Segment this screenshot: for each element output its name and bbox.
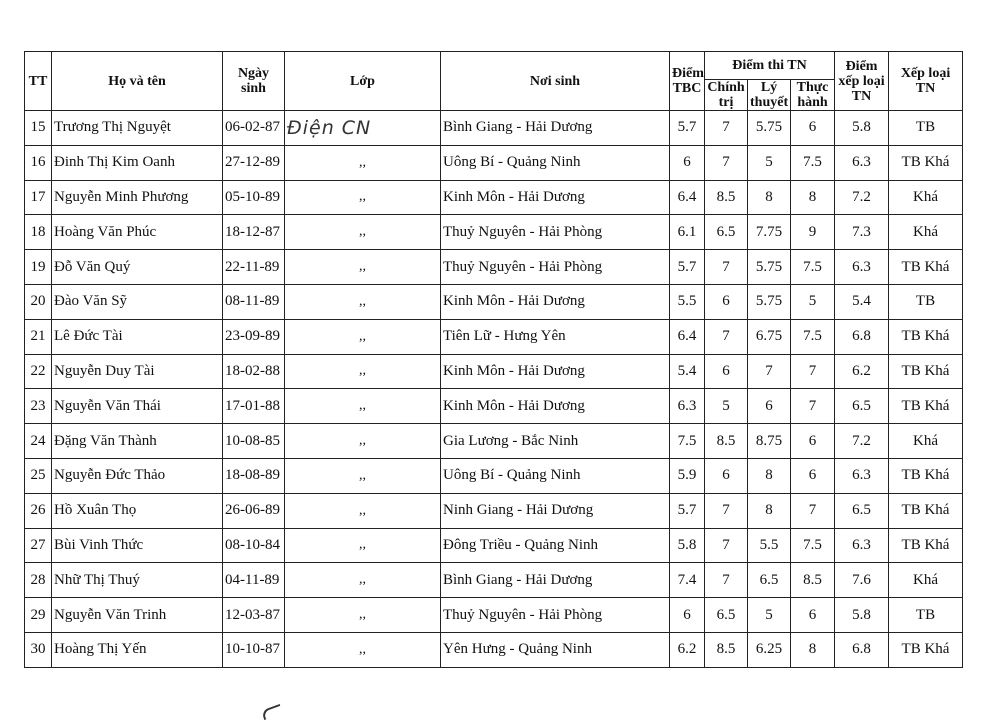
cell-dob: 04-11-89 <box>223 563 285 598</box>
table-header <box>25 52 963 111</box>
cell-practice: 6 <box>791 598 835 633</box>
cell-theory: 5 <box>748 145 791 180</box>
cell-name: Đặng Văn Thành <box>52 424 223 459</box>
cell-practice: 7 <box>791 389 835 424</box>
cell-name: Đỗ Văn Quý <box>52 250 223 285</box>
cell-birthplace: Yên Hưng - Quảng Ninh <box>441 632 670 667</box>
cell-practice: 9 <box>791 215 835 250</box>
cell-birthplace: Thuỷ Nguyên - Hải Phòng <box>441 215 670 250</box>
cell-theory: 8 <box>748 180 791 215</box>
cell-dob: 06-02-87 <box>223 111 285 146</box>
cell-tbc: 5.8 <box>670 528 705 563</box>
cell-practice: 7.5 <box>791 145 835 180</box>
cell-theory: 8 <box>748 458 791 493</box>
cell-tt: 23 <box>25 389 52 424</box>
cell-class: ,, <box>285 284 441 319</box>
cell-rank: Khá <box>889 215 963 250</box>
cell-rank-score: 5.8 <box>835 598 889 633</box>
cell-name: Bùi Vinh Thức <box>52 528 223 563</box>
cell-class: ,, <box>285 180 441 215</box>
cell-tt: 28 <box>25 563 52 598</box>
cell-name: Hoàng Thị Yến <box>52 632 223 667</box>
cell-class: ,, <box>285 215 441 250</box>
cell-practice: 7.5 <box>791 528 835 563</box>
header-birthplace: Nơi sinh <box>441 52 670 111</box>
cell-birthplace: Kinh Môn - Hải Dương <box>441 284 670 319</box>
cell-politics: 5 <box>705 389 748 424</box>
cell-class: ,, <box>285 632 441 667</box>
cell-name: Nhữ Thị Thuý <box>52 563 223 598</box>
cell-birthplace: Đông Triều - Quảng Ninh <box>441 528 670 563</box>
cell-rank: TB Khá <box>889 250 963 285</box>
cell-tbc: 6.2 <box>670 632 705 667</box>
cell-practice: 7.5 <box>791 319 835 354</box>
cell-rank: TB Khá <box>889 354 963 389</box>
cell-birthplace: Kinh Môn - Hải Dương <box>441 389 670 424</box>
cell-birthplace: Bình Giang - Hải Dương <box>441 111 670 146</box>
cell-name: Đào Văn Sỹ <box>52 284 223 319</box>
table-row <box>25 284 963 319</box>
cell-class: ,, <box>285 319 441 354</box>
cell-rank-score: 6.3 <box>835 250 889 285</box>
table-row <box>25 180 963 215</box>
cell-tbc: 5.5 <box>670 284 705 319</box>
cell-rank-score: 7.2 <box>835 180 889 215</box>
table-row <box>25 528 963 563</box>
cell-name: Lê Đức Tài <box>52 319 223 354</box>
cell-rank: Khá <box>889 424 963 459</box>
cell-theory: 6.75 <box>748 319 791 354</box>
cell-class: ,, <box>285 563 441 598</box>
stray-pen-mark <box>261 704 283 720</box>
cell-tbc: 7.5 <box>670 424 705 459</box>
cell-rank: TB <box>889 111 963 146</box>
cell-rank-score: 7.3 <box>835 215 889 250</box>
cell-rank-score: 6.5 <box>835 493 889 528</box>
header-tt: TT <box>25 52 52 111</box>
cell-politics: 7 <box>705 111 748 146</box>
cell-tbc: 6.1 <box>670 215 705 250</box>
cell-theory: 7.75 <box>748 215 791 250</box>
cell-rank: Khá <box>889 563 963 598</box>
cell-dob: 18-02-88 <box>223 354 285 389</box>
cell-theory: 8.75 <box>748 424 791 459</box>
cell-politics: 6.5 <box>705 598 748 633</box>
graduation-results-table <box>24 51 963 668</box>
cell-tbc: 6.3 <box>670 389 705 424</box>
cell-name: Hoàng Văn Phúc <box>52 215 223 250</box>
cell-birthplace: Uông Bí - Quảng Ninh <box>441 458 670 493</box>
cell-theory: 6 <box>748 389 791 424</box>
header-practice: Thực hành <box>791 80 835 111</box>
cell-rank: TB Khá <box>889 632 963 667</box>
cell-tbc: 5.9 <box>670 458 705 493</box>
header-exam-group: Điểm thi TN <box>705 52 835 80</box>
cell-politics: 7 <box>705 528 748 563</box>
cell-theory: 5.5 <box>748 528 791 563</box>
cell-rank-score: 7.2 <box>835 424 889 459</box>
cell-rank-score: 6.3 <box>835 528 889 563</box>
cell-birthplace: Tiên Lữ - Hưng Yên <box>441 319 670 354</box>
cell-rank-score: 6.5 <box>835 389 889 424</box>
cell-dob: 27-12-89 <box>223 145 285 180</box>
cell-rank: TB Khá <box>889 493 963 528</box>
cell-dob: 22-11-89 <box>223 250 285 285</box>
header-class: Lớp <box>285 52 441 111</box>
table-row <box>25 389 963 424</box>
cell-rank: Khá <box>889 180 963 215</box>
cell-tt: 20 <box>25 284 52 319</box>
cell-rank-score: 5.8 <box>835 111 889 146</box>
table-row <box>25 563 963 598</box>
cell-dob: 23-09-89 <box>223 319 285 354</box>
table-row <box>25 424 963 459</box>
header-politics: Chính trị <box>705 80 748 111</box>
cell-dob: 26-06-89 <box>223 493 285 528</box>
cell-politics: 6 <box>705 458 748 493</box>
cell-name: Nguyễn Minh Phương <box>52 180 223 215</box>
cell-tt: 22 <box>25 354 52 389</box>
cell-tt: 24 <box>25 424 52 459</box>
cell-birthplace: Kinh Môn - Hải Dương <box>441 180 670 215</box>
cell-rank: TB Khá <box>889 145 963 180</box>
cell-rank: TB Khá <box>889 528 963 563</box>
header-dob: Ngày sinh <box>223 52 285 111</box>
header-rank: Xếp loại TN <box>889 52 963 111</box>
cell-class: ,, <box>285 424 441 459</box>
header-tbc: Điểm TBC <box>670 52 705 111</box>
cell-politics: 7 <box>705 493 748 528</box>
cell-rank-score: 6.3 <box>835 145 889 180</box>
cell-class: ,, <box>285 493 441 528</box>
cell-class: ,, <box>285 250 441 285</box>
cell-politics: 6.5 <box>705 215 748 250</box>
cell-name: Nguyễn Duy Tài <box>52 354 223 389</box>
cell-rank: TB Khá <box>889 458 963 493</box>
cell-dob: 18-12-87 <box>223 215 285 250</box>
cell-politics: 7 <box>705 145 748 180</box>
cell-birthplace: Thuỷ Nguyên - Hải Phòng <box>441 250 670 285</box>
table-row <box>25 215 963 250</box>
cell-practice: 8 <box>791 632 835 667</box>
cell-theory: 5.75 <box>748 250 791 285</box>
cell-class: ,, <box>285 389 441 424</box>
cell-practice: 8 <box>791 180 835 215</box>
cell-practice: 7 <box>791 493 835 528</box>
table-row <box>25 632 963 667</box>
cell-politics: 8.5 <box>705 180 748 215</box>
cell-birthplace: Ninh Giang - Hải Dương <box>441 493 670 528</box>
cell-class: ,, <box>285 458 441 493</box>
cell-tt: 18 <box>25 215 52 250</box>
cell-rank: TB Khá <box>889 389 963 424</box>
cell-rank-score: 6.8 <box>835 632 889 667</box>
cell-tbc: 5.7 <box>670 493 705 528</box>
table-row <box>25 354 963 389</box>
header-name: Họ và tên <box>52 52 223 111</box>
cell-theory: 6.25 <box>748 632 791 667</box>
cell-tbc: 5.7 <box>670 111 705 146</box>
cell-birthplace: Bình Giang - Hải Dương <box>441 563 670 598</box>
cell-name: Hồ Xuân Thọ <box>52 493 223 528</box>
cell-practice: 6 <box>791 424 835 459</box>
cell-tt: 16 <box>25 145 52 180</box>
cell-theory: 6.5 <box>748 563 791 598</box>
cell-politics: 8.5 <box>705 424 748 459</box>
cell-tbc: 5.4 <box>670 354 705 389</box>
table-row <box>25 458 963 493</box>
cell-dob: 08-11-89 <box>223 284 285 319</box>
cell-dob: 05-10-89 <box>223 180 285 215</box>
cell-class: ,, <box>285 528 441 563</box>
cell-practice: 8.5 <box>791 563 835 598</box>
cell-theory: 5.75 <box>748 284 791 319</box>
cell-rank-score: 5.4 <box>835 284 889 319</box>
cell-tt: 17 <box>25 180 52 215</box>
cell-tbc: 5.7 <box>670 250 705 285</box>
cell-birthplace: Gia Lương - Bắc Ninh <box>441 424 670 459</box>
table-body <box>25 111 963 668</box>
cell-rank-score: 6.8 <box>835 319 889 354</box>
cell-politics: 7 <box>705 250 748 285</box>
cell-tt: 26 <box>25 493 52 528</box>
cell-name: Nguyễn Văn Thái <box>52 389 223 424</box>
cell-politics: 6 <box>705 284 748 319</box>
cell-politics: 8.5 <box>705 632 748 667</box>
cell-tt: 27 <box>25 528 52 563</box>
cell-dob: 17-01-88 <box>223 389 285 424</box>
cell-rank: TB <box>889 284 963 319</box>
cell-dob: 12-03-87 <box>223 598 285 633</box>
cell-practice: 5 <box>791 284 835 319</box>
cell-dob: 10-10-87 <box>223 632 285 667</box>
cell-dob: 10-08-85 <box>223 424 285 459</box>
cell-politics: 6 <box>705 354 748 389</box>
cell-practice: 6 <box>791 111 835 146</box>
header-theory: Lý thuyết <box>748 80 791 111</box>
cell-tt: 29 <box>25 598 52 633</box>
cell-tt: 15 <box>25 111 52 146</box>
table-row <box>25 111 963 146</box>
cell-class: Điện CN <box>285 111 441 146</box>
cell-class: ,, <box>285 598 441 633</box>
cell-politics: 7 <box>705 563 748 598</box>
cell-rank: TB Khá <box>889 319 963 354</box>
table-row <box>25 250 963 285</box>
cell-politics: 7 <box>705 319 748 354</box>
cell-theory: 5 <box>748 598 791 633</box>
cell-name: Nguyễn Đức Thảo <box>52 458 223 493</box>
table-row <box>25 598 963 633</box>
cell-rank: TB <box>889 598 963 633</box>
cell-tbc: 6.4 <box>670 319 705 354</box>
cell-tt: 30 <box>25 632 52 667</box>
cell-rank-score: 6.2 <box>835 354 889 389</box>
table-row <box>25 145 963 180</box>
cell-birthplace: Kinh Môn - Hải Dương <box>441 354 670 389</box>
cell-class: ,, <box>285 145 441 180</box>
table-row <box>25 493 963 528</box>
cell-birthplace: Thuỷ Nguyên - Hải Phòng <box>441 598 670 633</box>
cell-rank-score: 6.3 <box>835 458 889 493</box>
cell-tbc: 6 <box>670 598 705 633</box>
cell-tt: 21 <box>25 319 52 354</box>
table-row <box>25 319 963 354</box>
cell-tbc: 6 <box>670 145 705 180</box>
cell-theory: 8 <box>748 493 791 528</box>
cell-tbc: 6.4 <box>670 180 705 215</box>
cell-rank-score: 7.6 <box>835 563 889 598</box>
cell-tt: 19 <box>25 250 52 285</box>
header-rank-score: Điểm xếp loại TN <box>835 52 889 111</box>
cell-tt: 25 <box>25 458 52 493</box>
cell-practice: 7 <box>791 354 835 389</box>
cell-name: Đinh Thị Kim Oanh <box>52 145 223 180</box>
cell-dob: 08-10-84 <box>223 528 285 563</box>
cell-theory: 5.75 <box>748 111 791 146</box>
cell-name: Nguyễn Văn Trinh <box>52 598 223 633</box>
cell-practice: 7.5 <box>791 250 835 285</box>
cell-name: Trương Thị Nguyệt <box>52 111 223 146</box>
cell-class: ,, <box>285 354 441 389</box>
cell-dob: 18-08-89 <box>223 458 285 493</box>
cell-practice: 6 <box>791 458 835 493</box>
cell-birthplace: Uông Bí - Quảng Ninh <box>441 145 670 180</box>
cell-tbc: 7.4 <box>670 563 705 598</box>
cell-theory: 7 <box>748 354 791 389</box>
